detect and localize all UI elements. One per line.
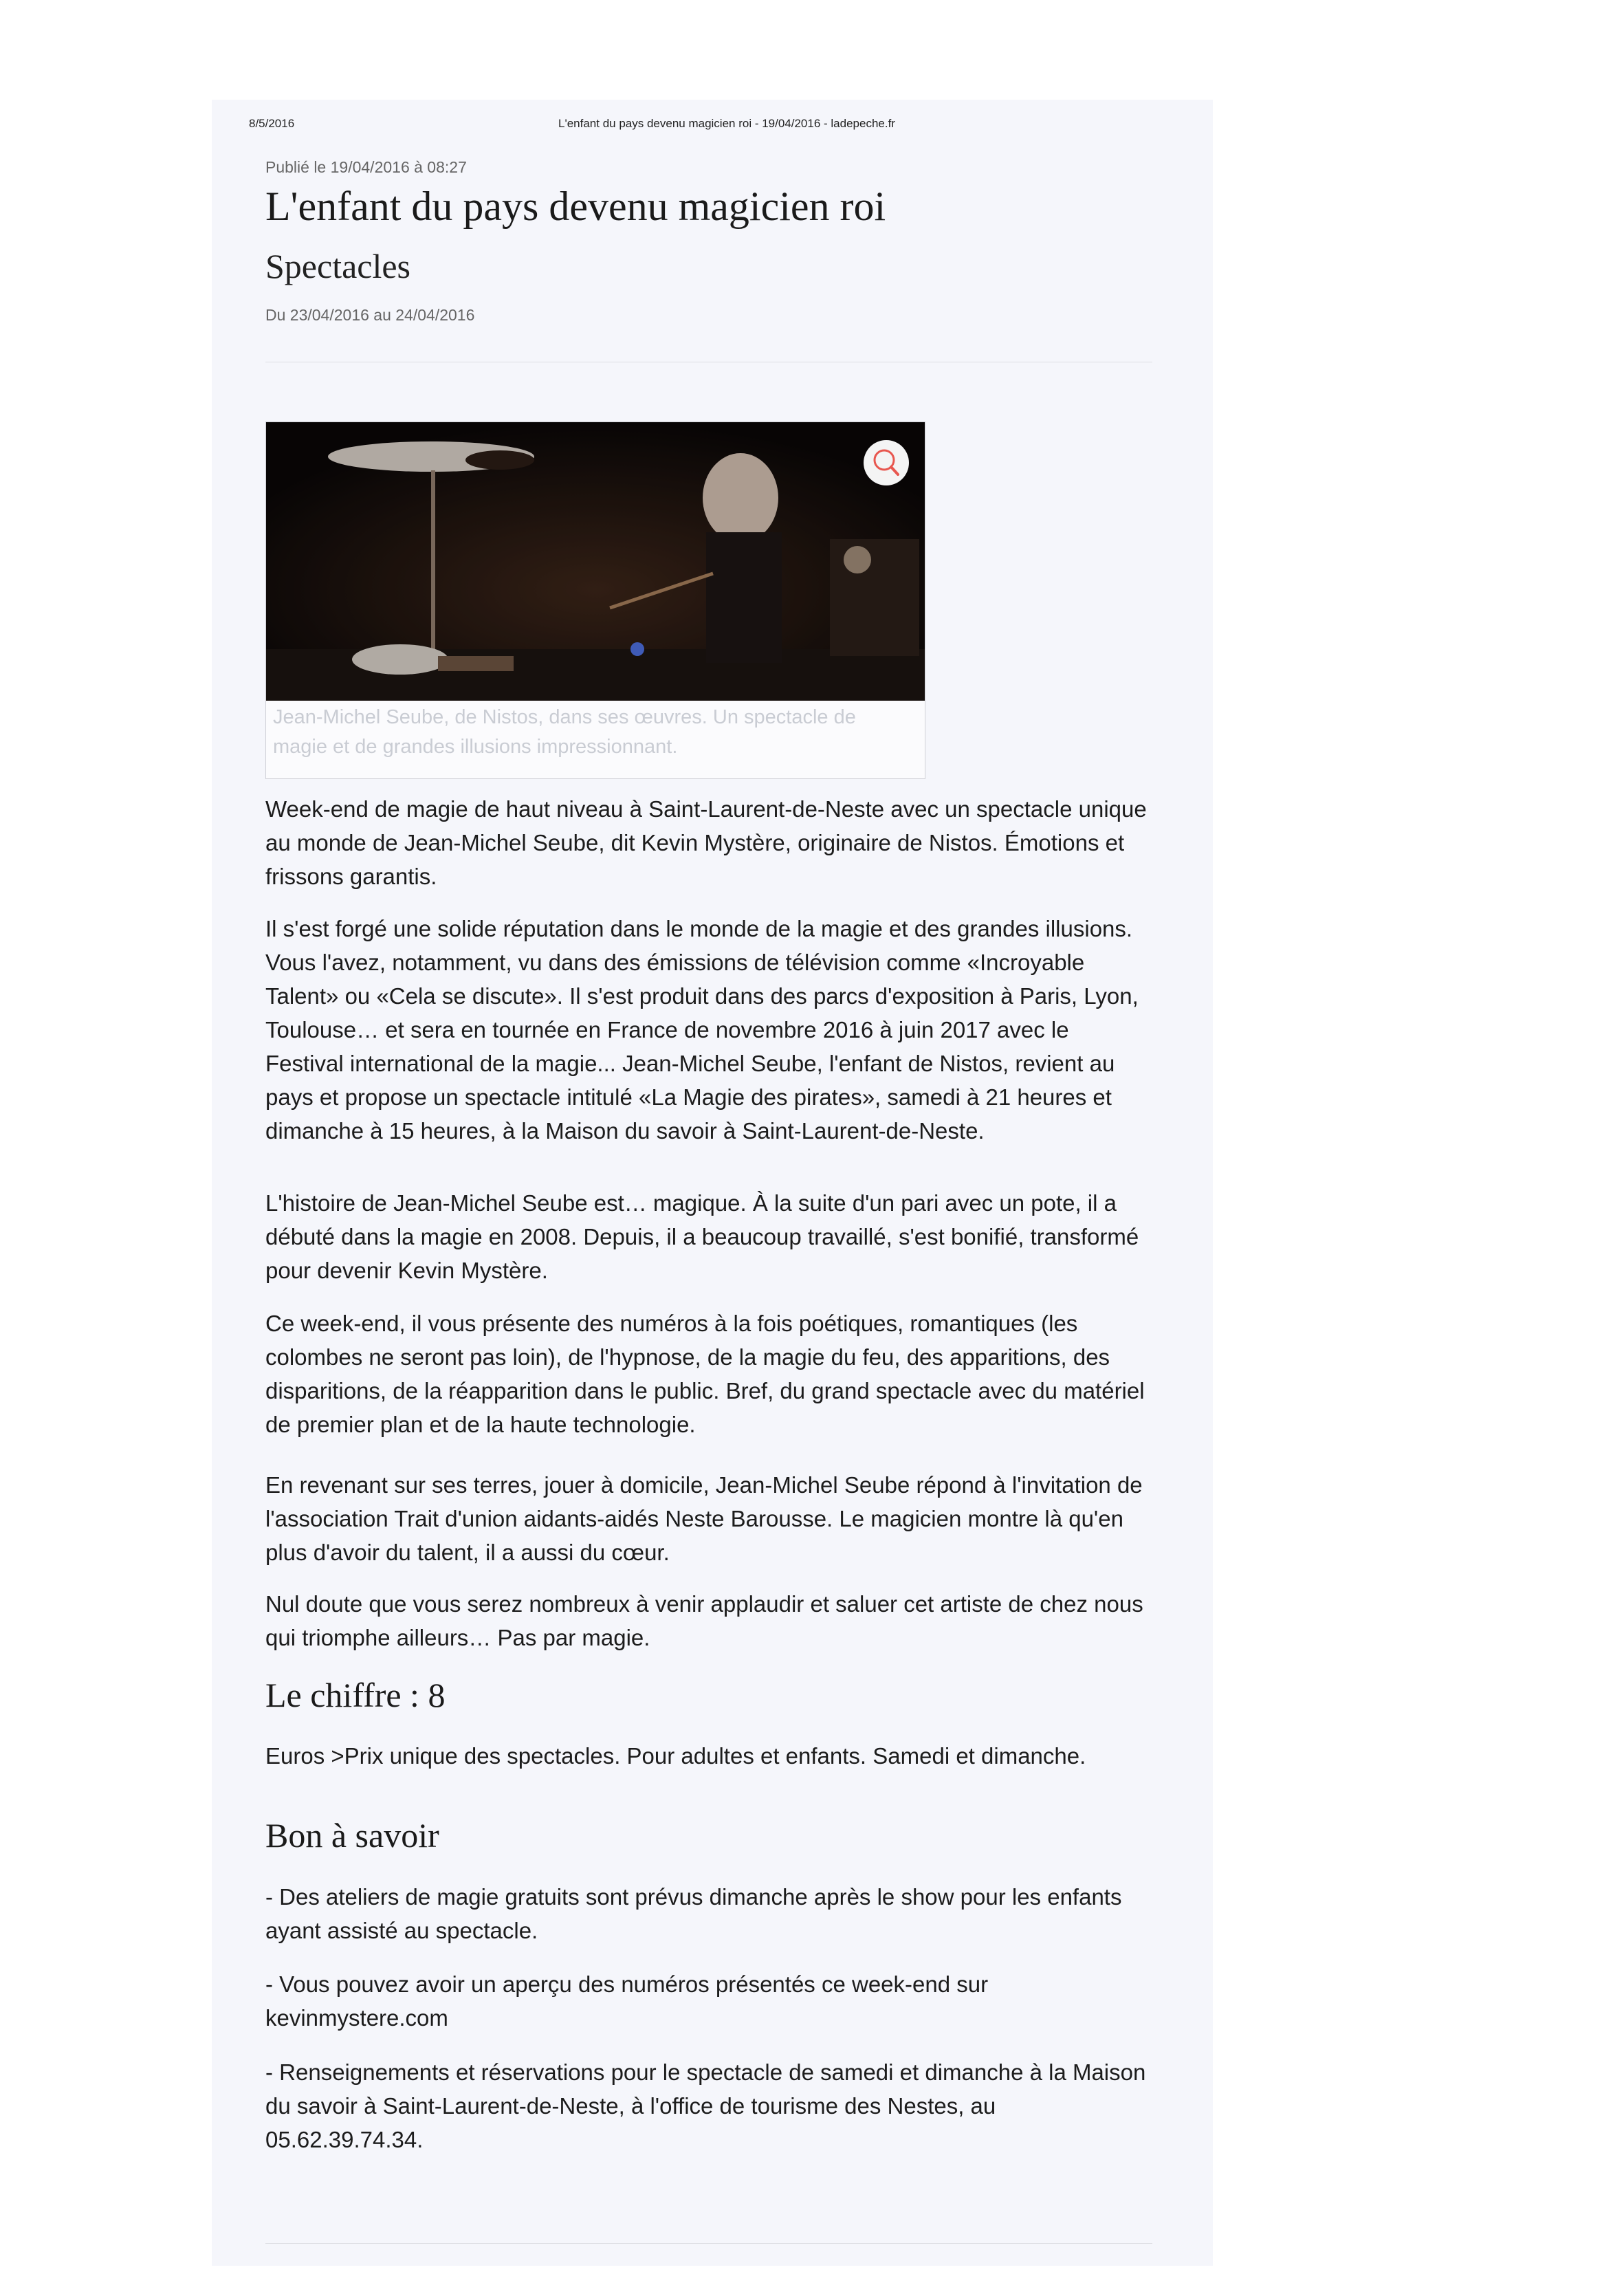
paragraph: Il s'est forgé une solide réputation dans le monde de la magie et des grandes illusions. Vous l'avez, notamment, vu dans des émissions de télévision comme «Incroyable Talent» ou «Cela se discute». Il s'est produit dans des parcs d'exposition à Paris, Lyon, Toulouse… et sera en tournée en France de novembre 2016 à juin 2017 avec le Festival international de la magie... Jean-Michel Seube, l'enfant de Nistos, revient au pays et propose un spectacle intitulé «La Magie des pirates», samedi à 21 heures et dimanche à 15 heures, à la Maison du savoir à Saint-Laurent-de-Neste.: [265, 916, 1139, 1144]
info-item: - Vous pouvez avoir un aperçu des numéros présentés ce week-end sur kevinmystere.com: [265, 1971, 989, 2031]
article-category: Spectacles: [265, 247, 411, 285]
print-source: L'enfant du pays devenu magicien roi - 19/04/2016 - ladepeche.fr: [558, 117, 895, 130]
chiffre-heading: Le chiffre : 8: [265, 1676, 446, 1714]
image-caption: Jean-Michel Seube, de Nistos, dans ses œuvres. Un spectacle de magie et de grandes illusions impressionnant.: [273, 706, 856, 758]
article-title: L'enfant du pays devenu magicien roi: [265, 184, 886, 229]
article-figure: [265, 422, 925, 779]
info-item: - Renseignements et réservations pour le spectacle de samedi et dimanche à la Maison du savoir à Saint-Laurent-de-Neste, à l'office de tourisme des Nestes, au 05.62.39.74.34.: [265, 2059, 1146, 2152]
paragraph: Nul doute que vous serez nombreux à venir applaudir et saluer cet artiste de chez nous qui triomphe ailleurs… Pas par magie.: [265, 1591, 1143, 1650]
paragraph: Week-end de magie de haut niveau à Saint-Laurent-de-Neste avec un spectacle unique au monde de Jean-Michel Seube, dit Kevin Mystère, originaire de Nistos. Émotions et frissons garantis.: [265, 796, 1147, 889]
event-date-range: Du 23/04/2016 au 24/04/2016: [265, 306, 475, 324]
article-photo[interactable]: [266, 422, 925, 701]
info-item: - Des ateliers de magie gratuits sont prévus dimanche après le show pour les enfants ayant assisté au spectacle.: [265, 1884, 1122, 1943]
print-header: [249, 117, 1156, 138]
chiffre-text: Euros >Prix unique des spectacles. Pour adultes et enfants. Samedi et dimanche.: [265, 1743, 1086, 1769]
bon-a-savoir-heading: Bon à savoir: [265, 1816, 439, 1855]
paragraph: En revenant sur ses terres, jouer à domicile, Jean-Michel Seube répond à l'invitation de l'association Trait d'union aidants-aidés Neste Barousse. Le magicien montre là qu'en plus d'avoir du talent, il a aussi du cœur.: [265, 1472, 1143, 1565]
paragraph: L'histoire de Jean-Michel Seube est… magique. À la suite d'un pari avec un pote, il a débuté dans la magie en 2008. Depuis, il a beaucoup travaillé, s'est bonifié, transformé pour devenir Kevin Mystère.: [265, 1190, 1139, 1283]
published-date: Publié le 19/04/2016 à 08:27: [265, 158, 467, 176]
print-date: 8/5/2016: [249, 117, 295, 130]
magnifier-icon[interactable]: [862, 439, 910, 487]
paragraph: Ce week-end, il vous présente des numéros à la fois poétiques, romantiques (les colombes ne seront pas loin), de l'hypnose, de la magie du feu, des apparitions, des disparitions, de la réapparition dans le public. Bref, du grand spectacle avec du matériel de premier plan et de la haute technologie.: [265, 1311, 1145, 1437]
divider: [265, 2243, 1152, 2244]
